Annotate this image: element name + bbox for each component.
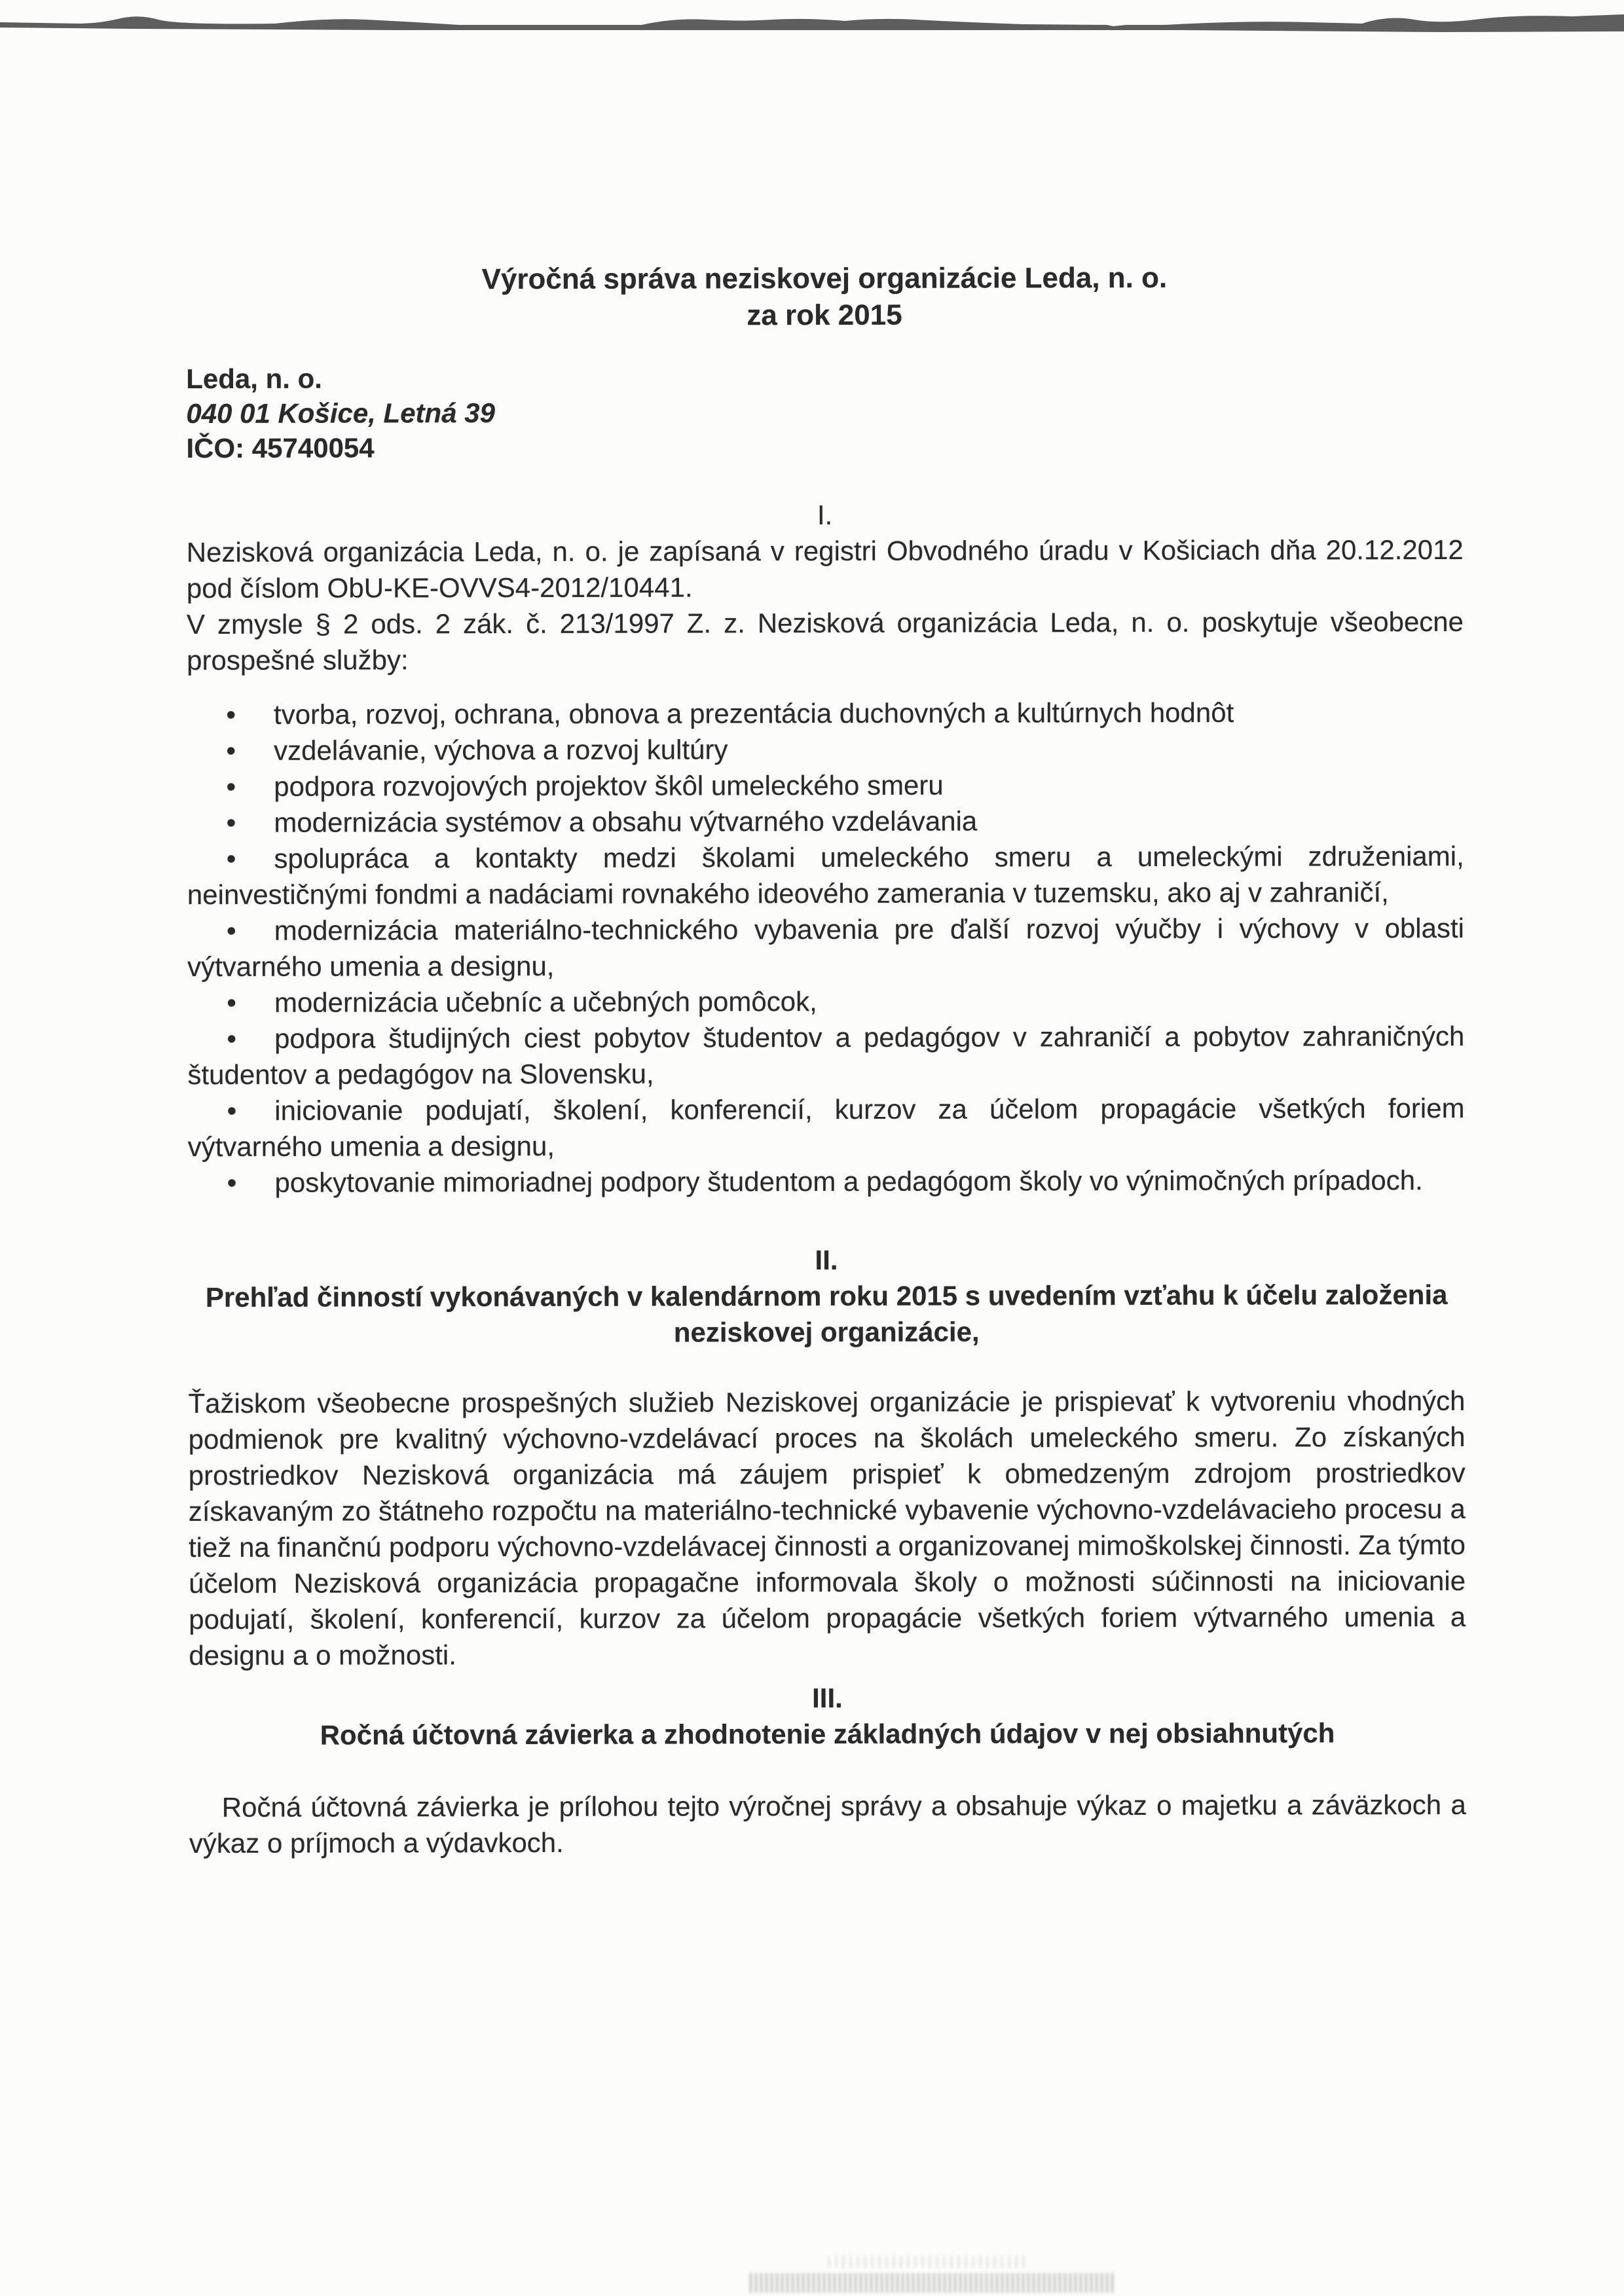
list-item xyxy=(187,766,1464,805)
list-item-text: poskytovanie mimoriadnej podpory študentom a pedagógom školy vo výnimočných prípadoch. xyxy=(274,1165,1423,1198)
section-3-paragraph: Ročná účtovná závierka je prílohou tejto výročnej správy a obsahuje výkaz o majetku a záväzkoch a výkaz o príjmoch a výdavkoch. xyxy=(189,1789,1466,1859)
document-content xyxy=(185,0,1466,1861)
bullet-icon xyxy=(227,1167,275,1198)
list-item xyxy=(187,910,1464,985)
list-item xyxy=(187,802,1464,841)
section-2-heading: Prehľad činností vykonávaných v kalendárnom roku 2015 s uvedením vzťahu k účelu založenia neziskovej organizácie, xyxy=(205,1279,1448,1348)
bullet-icon xyxy=(226,699,274,730)
bullet-icon xyxy=(227,987,274,1018)
list-item xyxy=(187,838,1464,913)
section-3-numeral: III. xyxy=(812,1682,843,1714)
bullet-icon xyxy=(227,1095,275,1126)
organization-ico: IČO: 45740054 xyxy=(186,432,375,464)
bullet-icon xyxy=(226,771,274,802)
document-title xyxy=(186,259,1463,335)
list-item-text: modernizácia systémov a obsahu výtvarného vzdelávania xyxy=(274,805,978,838)
list-item xyxy=(187,1090,1464,1165)
bullet-icon xyxy=(227,807,274,838)
section-1-numeral: I. xyxy=(817,499,833,531)
list-item xyxy=(187,1018,1464,1093)
bullet-icon xyxy=(226,735,274,766)
section-2-numeral: II. xyxy=(815,1244,838,1276)
section-1-paragraph-1: Nezisková organizácia Leda, n. o. je zapísaná v registri Obvodného úradu v Košiciach dňa 20.12.2012 pod číslom ObU-KE-OVVS4-2012/10441. xyxy=(186,534,1464,604)
document-title-line2: za rok 2015 xyxy=(747,299,902,332)
list-item-text: modernizácia učebníc a učebných pomôcok, xyxy=(274,986,817,1018)
services-list xyxy=(187,694,1465,1201)
scan-artifact-bottom-bleed xyxy=(750,2252,1130,2294)
section-1-paragraph-2: V zmysle § 2 ods. 2 zák. č. 213/1997 Z. z. Nezisková organizácia Leda, n. o. poskytuje všeobecne prospešné služby: xyxy=(186,606,1464,676)
document-title-line1: Výročná správa neziskovej organizácie Leda, n. o. xyxy=(481,261,1168,296)
list-item-text: tvorba, rozvoj, ochrana, obnova a prezentácia duchovných a kultúrnych hodnôt xyxy=(273,697,1234,730)
bullet-icon xyxy=(227,1023,274,1054)
section-3-heading: Ročná účtovná závierka a zhodnotenie základných údajov v nej obsiahnutých xyxy=(320,1717,1335,1751)
list-item-text: iniciovanie podujatí, školení, konferencií, kurzov za účelom propagácie všetkých foriem výtvarného umenia a designu, xyxy=(187,1092,1465,1163)
list-item-text: podpora študijných ciest pobytov študentov a pedagógov v zahraničí a pobytov zahraničných študentov a pedagógov na Slovensku, xyxy=(187,1020,1465,1091)
list-item xyxy=(187,982,1464,1021)
list-item xyxy=(188,1162,1465,1201)
organization-name: Leda, n. o. xyxy=(186,363,322,395)
list-item xyxy=(187,730,1464,769)
organization-address: 040 01 Košice, Letná 39 xyxy=(186,397,495,429)
list-item-text: vzdelávanie, výchova a rozvoj kultúry xyxy=(274,734,728,766)
list-item-text: modernizácia materiálno-technického vybavenia pre ďalší rozvoj výučby i výchovy v oblasti výtvarného umenia a designu, xyxy=(187,912,1465,983)
list-item-text: spolupráca a kontakty medzi školami umeleckého smeru a umeleckými združeniami, neinvestičnými fondmi a nadáciami rovnakého ideového zamerania v tuzemsku, ako aj v zahraničí, xyxy=(187,840,1464,911)
bullet-icon xyxy=(227,843,274,874)
bullet-icon xyxy=(227,915,274,946)
list-item xyxy=(187,694,1464,733)
list-item-text: podpora rozvojových projektov škôl umeleckého smeru xyxy=(274,769,944,802)
section-2-paragraph: Ťažiskom všeobecne prospešných služieb Neziskovej organizácie je prispievať k vytvoreniu vhodných podmienok pre kvalitný výchovno-vzdelávací proces na školách umeleckého smeru. Zo získaných prostriedkov Nezisková organizácia má záujem prispieť k obmedzeným zdrojom prostriedkov získavaným zo štátneho rozpočtu na materiálno-technické vybavenie výchovno-vzdelávacieho procesu a tiež na finančnú podporu výchovno-vzdelávacej činnosti a organizovanej mimoškolskej činnosti. Za týmto účelom Nezisková organizácia propagačne informovala školy o možnosti súčinnosti na iniciovanie podujatí, školení, konferencií, kurzov za účelom propagácie všetkých foriem výtvarného umenia a designu a o možnosti. xyxy=(188,1385,1466,1671)
organization-block xyxy=(186,359,1463,465)
